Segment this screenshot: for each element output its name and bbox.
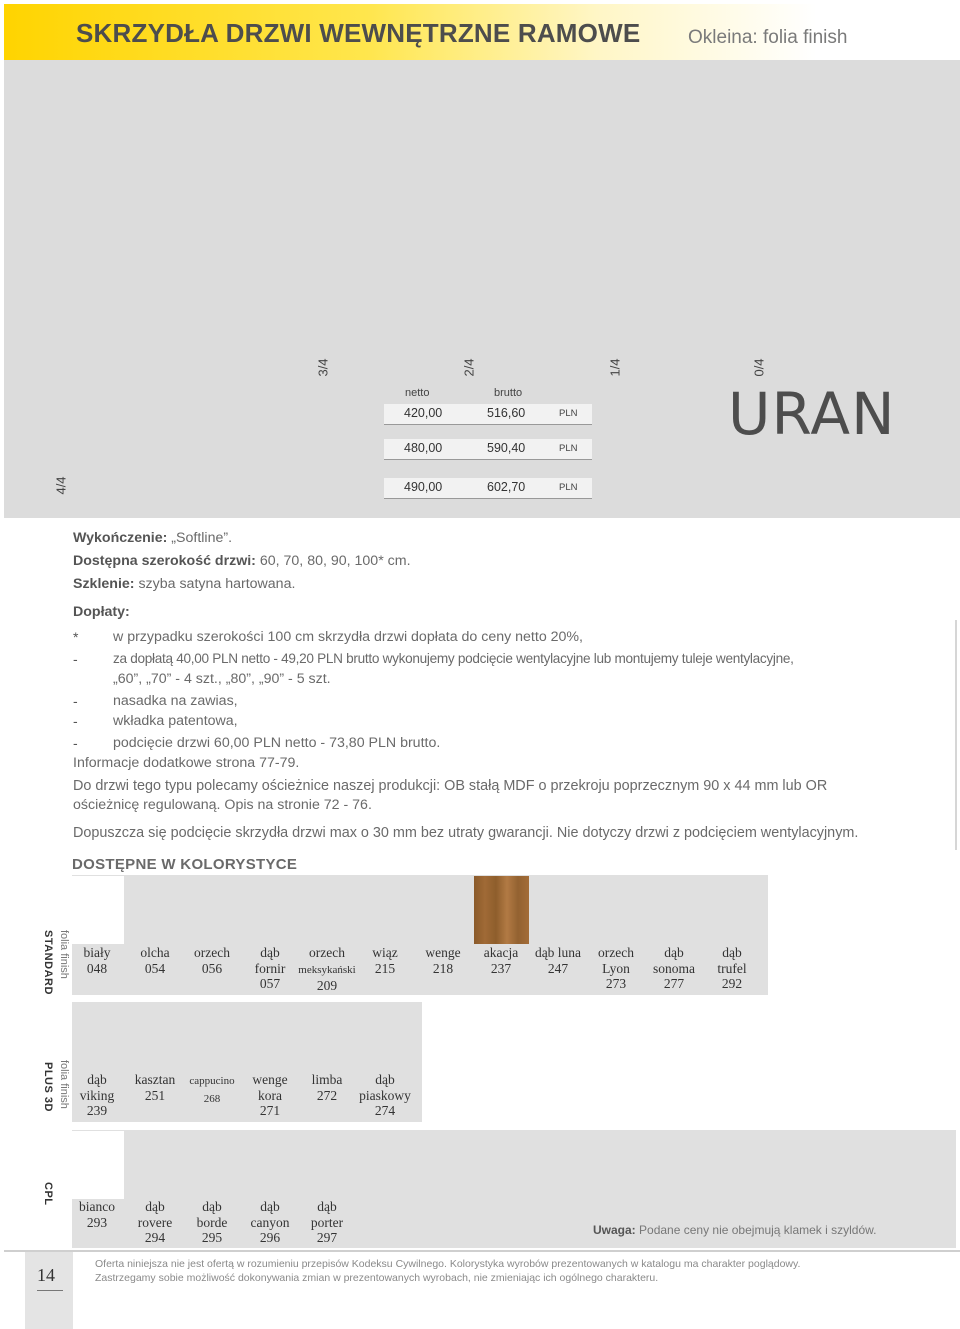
- swatch-label: dąb piaskowy 274: [359, 1072, 411, 1118]
- surcharge-item: „60”, „70” - 4 szt., „80”, „90” - 5 szt.: [113, 671, 331, 687]
- swatch-label: wenge 218: [425, 945, 461, 976]
- surcharge-bullet: -: [73, 735, 78, 751]
- swatch-label: dąb trufel 292: [717, 945, 747, 991]
- price-divider: [384, 424, 592, 425]
- disclaimer-line: Oferta niniejsza nie jest ofertą w rozumieniu przepisów Kodeksu Cywilnego. Kolorystyka wyrobów prezentowanych w katalogu ma charakter poglądowy.: [95, 1258, 801, 1270]
- surcharge-item: nasadka na zawias,: [113, 693, 238, 709]
- price-currency: PLN: [559, 443, 578, 454]
- surcharge-item: za dopłatą 40,00 PLN netto - 49,20 PLN brutto wykonujemy podcięcie wentylacyjne lub montujemy tuleje wentylacyjne,: [113, 651, 794, 666]
- disclaimer-line: Zastrzegamy sobie możliwość dokonywania zmian w prezentowanych wyrobach, nie zmieniając ich ogólnego charakteru.: [95, 1272, 659, 1284]
- price-netto: 420,00: [404, 406, 443, 420]
- swatch-label: dąb borde 295: [196, 1199, 228, 1245]
- netto-header: netto: [405, 387, 430, 399]
- surcharges-heading: Dopłaty:: [73, 604, 130, 620]
- price-netto: 480,00: [404, 441, 443, 455]
- swatch-label: biały 048: [83, 945, 111, 976]
- width-line: Dostępna szerokość drzwi: 60, 70, 80, 90, 100* cm.: [73, 553, 411, 569]
- brutto-header: brutto: [494, 387, 523, 399]
- price-brutto: 590,40: [487, 441, 526, 455]
- price-note: Uwaga: Podane ceny nie obejmują klamek i szyldów.: [593, 1223, 877, 1237]
- page-subtitle: Okleina: folia finish: [688, 27, 848, 48]
- swatch-label: wiąz 215: [372, 945, 398, 976]
- price-currency: PLN: [559, 408, 578, 419]
- surcharge-bullet: *: [73, 629, 79, 645]
- color-swatch-white: [72, 876, 124, 944]
- swatch-label: cappucino 268: [189, 1075, 235, 1105]
- series-label-standard-bold: STANDARD: [42, 930, 54, 995]
- swatch-label: wenge kora 271: [252, 1072, 288, 1118]
- page-number: 14: [37, 1265, 55, 1285]
- variant-label-3-4: 3/4: [315, 358, 331, 377]
- swatch-label: dąb porter 297: [310, 1199, 344, 1245]
- price-divider: [384, 498, 592, 499]
- surcharge-item: wkładka patentowa,: [113, 713, 238, 729]
- surcharge-bullet: -: [73, 651, 78, 667]
- series-sideband: [4, 1130, 72, 1248]
- color-swatch-bianco: [72, 1131, 124, 1199]
- info-line: Informacje dodatkowe strona 77-79.: [73, 755, 300, 771]
- swatch-label: olcha 054: [140, 945, 170, 976]
- variant-label-1-4: 1/4: [607, 358, 623, 377]
- swatch-label: bianco 293: [79, 1199, 115, 1230]
- swatch-label: dąb fornir 057: [254, 945, 286, 991]
- variant-label-0-4: 0/4: [751, 358, 767, 377]
- frame-line: ościeżnicę regulowaną. Opis na stronie 72 - 76.: [73, 797, 372, 813]
- swatch-label: kasztan 251: [134, 1072, 176, 1103]
- series-label-plus3d: folia finish: [58, 1060, 70, 1109]
- model-name: URAN: [728, 380, 896, 448]
- surcharge-bullet: -: [73, 693, 78, 709]
- series-label-cpl: CPL: [42, 1182, 54, 1206]
- price-currency: PLN: [559, 482, 578, 493]
- price-divider: [384, 459, 592, 460]
- finish-line: Wykończenie: „Softline”.: [73, 530, 233, 546]
- surcharge-item: podcięcie drzwi 60,00 PLN netto - 73,80 PLN brutto.: [113, 735, 441, 751]
- variant-label-2-4: 2/4: [461, 358, 477, 377]
- price-netto: 490,00: [404, 480, 443, 494]
- swatch-label: orzech Lyon 273: [598, 945, 634, 991]
- undercut-line: Dopuszcza się podcięcie skrzydła drzwi max o 30 mm bez utraty gwarancji. Nie dotyczy drzwi z podcięciem wentylacyjnym.: [73, 825, 859, 841]
- swatch-label: dąb canyon 296: [250, 1199, 290, 1245]
- swatch-label: akacja 237: [483, 945, 519, 976]
- swatch-label: dąb rovere 294: [137, 1199, 173, 1245]
- swatch-label: dąb viking 239: [79, 1072, 115, 1118]
- footer-divider: [4, 1250, 960, 1252]
- side-divider: [955, 620, 957, 850]
- variant-label-4-4: 4/4: [53, 476, 69, 495]
- page-title: SKRZYDŁA DRZWI WEWNĘTRZNE RAMOWE: [76, 18, 641, 48]
- price-brutto: 602,70: [487, 480, 526, 494]
- swatch-label: orzech meksykański 209: [298, 945, 356, 993]
- swatch-label: limba 272: [311, 1072, 343, 1103]
- swatch-label: orzech 056: [194, 945, 230, 976]
- page-number-underline: [37, 1290, 63, 1291]
- series-label-plus3d-bold: PLUS 3D: [42, 1062, 54, 1112]
- swatch-label: dąb sonoma 277: [653, 945, 695, 991]
- price-brutto: 516,60: [487, 406, 526, 420]
- colors-title: DOSTĘPNE W KOLORYSTYCE: [72, 856, 298, 873]
- surcharge-item: w przypadku szerokości 100 cm skrzydła drzwi dopłata do ceny netto 20%,: [113, 629, 583, 645]
- frame-line: Do drzwi tego typu polecamy ościeżnice naszej produkcji: OB stałą MDF o przekroju poprzecznym 90 x 44 mm lub OR: [73, 778, 828, 794]
- surcharge-bullet: -: [73, 713, 78, 729]
- series-label-standard: folia finish: [58, 930, 70, 979]
- swatch-label: dąb luna 247: [534, 945, 582, 976]
- color-swatch-acacia: [474, 876, 529, 944]
- glass-line: Szklenie: szyba satyna hartowana.: [73, 576, 296, 592]
